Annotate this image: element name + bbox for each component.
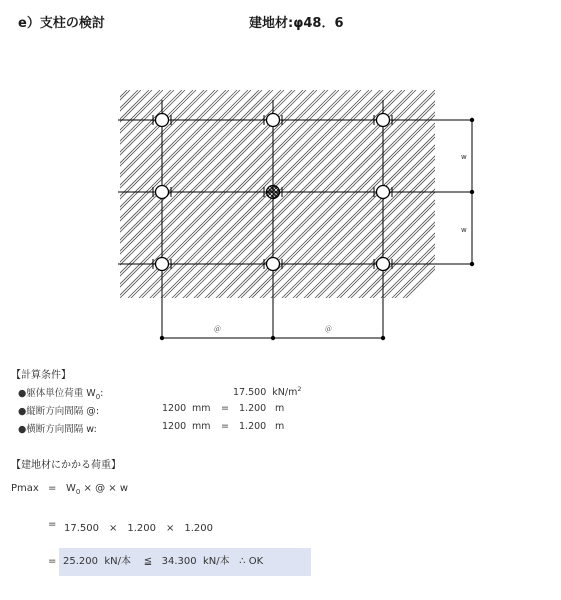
hatch-line: [0, 90, 64, 330]
load-result: 25.200 kN/本 ≦ 34.300 kN/本 ∴ OK: [59, 548, 311, 576]
hatch-line: [0, 90, 218, 330]
hatch-line: [0, 90, 229, 330]
condition-label: ●躯体単位荷重 W: [18, 388, 96, 399]
condition-equals: =: [221, 421, 229, 432]
hatch-line: [0, 90, 138, 330]
hatch-line: [0, 90, 226, 330]
hatch-line: [294, 90, 534, 330]
load-heading: 【建地材にかかる荷重】: [11, 460, 121, 471]
conditions-heading: 【計算条件】: [11, 370, 71, 381]
condition-value-m: 1.200: [239, 403, 267, 414]
condition-equals: =: [221, 403, 229, 414]
hatch-line: [0, 90, 171, 330]
hatch-line: [0, 90, 28, 330]
hatch-line: [0, 90, 42, 330]
dim-label-w-2: w: [461, 226, 467, 234]
condition-value-mm: 1200: [162, 403, 187, 414]
dim-label-pitch-2: ＠: [325, 325, 332, 333]
dim-label-pitch-1: ＠: [214, 325, 221, 333]
condition-unit-mm: mm: [192, 421, 211, 432]
condition-value-w0: 17.500 $kN/m^2$: [233, 385, 302, 399]
hatch-line: [305, 90, 545, 330]
material-value: φ48．6: [293, 16, 344, 31]
hatch-line: [0, 90, 116, 330]
hatch-line: [363, 90, 561, 330]
hatch-line: [0, 90, 83, 330]
hatch-line: [316, 90, 556, 330]
condition-unit-mm: mm: [192, 403, 211, 414]
hatch-line: [330, 90, 561, 330]
hatch-line: [0, 90, 53, 330]
grid-lines: [118, 100, 472, 340]
hatch-line: [0, 90, 75, 330]
hatch-line: [0, 90, 204, 330]
equals-sign: =: [48, 483, 57, 494]
ok-judgment: ∴ OK: [239, 556, 264, 567]
hatch-line: [0, 90, 108, 330]
hatch-line: [360, 90, 561, 330]
hatch-line: [338, 90, 561, 330]
condition-row: [18, 385, 103, 401]
compare-sign: ≦: [143, 556, 153, 567]
hatch-line: [0, 90, 174, 330]
post-circle: [156, 186, 169, 199]
load-substitution: 17.500 × 1.200 × 1.200: [64, 523, 214, 534]
condition-unit-m: m: [275, 421, 285, 432]
slab-hatch: [0, 90, 561, 330]
hatch-line: [0, 90, 152, 330]
allowable-value: 34.300: [161, 556, 197, 567]
post-circle: [156, 258, 169, 271]
post-circle: [377, 258, 390, 271]
hatch-line: [0, 90, 141, 330]
post-circle: [156, 114, 169, 127]
hatch-line: [0, 90, 20, 330]
hatch-line: [0, 90, 17, 330]
hatch-line: [0, 90, 130, 330]
hatch-line: [250, 90, 490, 330]
hatch-line: [0, 90, 160, 330]
hatch-line: [11, 90, 251, 330]
hatch-line: [0, 90, 61, 330]
hatch-line: [0, 90, 31, 330]
hatch-line: [0, 90, 196, 330]
hatch-line: [0, 90, 105, 330]
hatch-line: [0, 90, 127, 330]
condition-row: ●横断方向間隔 w:: [18, 424, 97, 435]
hatch-line: [0, 90, 94, 330]
pmax-label: Pmax: [11, 483, 39, 494]
hatch-line: [283, 90, 523, 330]
condition-value-m: 1.200: [239, 421, 267, 432]
hatch-line: [272, 90, 512, 330]
post-circle: [377, 186, 390, 199]
equals-sign: =: [48, 519, 57, 530]
dimension-dots: [160, 118, 474, 340]
hatch-line: [0, 90, 50, 330]
condition-value-mm: 1200: [162, 421, 187, 432]
hatch-line: [0, 90, 9, 330]
material-label: 建地材:: [249, 16, 294, 31]
condition-label-sub: 0: [95, 392, 101, 401]
hatch-line: [0, 90, 6, 330]
section-title: e）支柱の検討: [18, 16, 105, 31]
hatch-line: [0, 90, 182, 330]
load-formula: $W_0$ × @ × w: [66, 483, 129, 496]
equals-sign: =: [48, 556, 57, 567]
hatch-line: [33, 90, 273, 330]
checked-post-circle: [267, 186, 280, 199]
dim-label-w-1: w: [461, 153, 467, 161]
hatch-line: [0, 90, 97, 330]
post-circle: [377, 114, 390, 127]
hatch-line: [77, 90, 317, 330]
hatch-line: [0, 90, 39, 330]
condition-unit-m: m: [275, 403, 285, 414]
condition-colon: :: [100, 388, 104, 399]
hatch-line: [0, 90, 86, 330]
load-value: 25.200: [63, 556, 98, 567]
condition-row: ●縦断方向間隔 @:: [18, 406, 100, 417]
hatch-line: [0, 90, 119, 330]
hatch-line: [0, 90, 240, 330]
hatch-line: [217, 90, 457, 330]
hatch-line: [22, 90, 262, 330]
hatch-line: [55, 90, 295, 330]
hatch-line: [228, 90, 468, 330]
hatch-line: [0, 90, 72, 330]
post-circle: [267, 258, 280, 271]
post-circle: [267, 114, 280, 127]
